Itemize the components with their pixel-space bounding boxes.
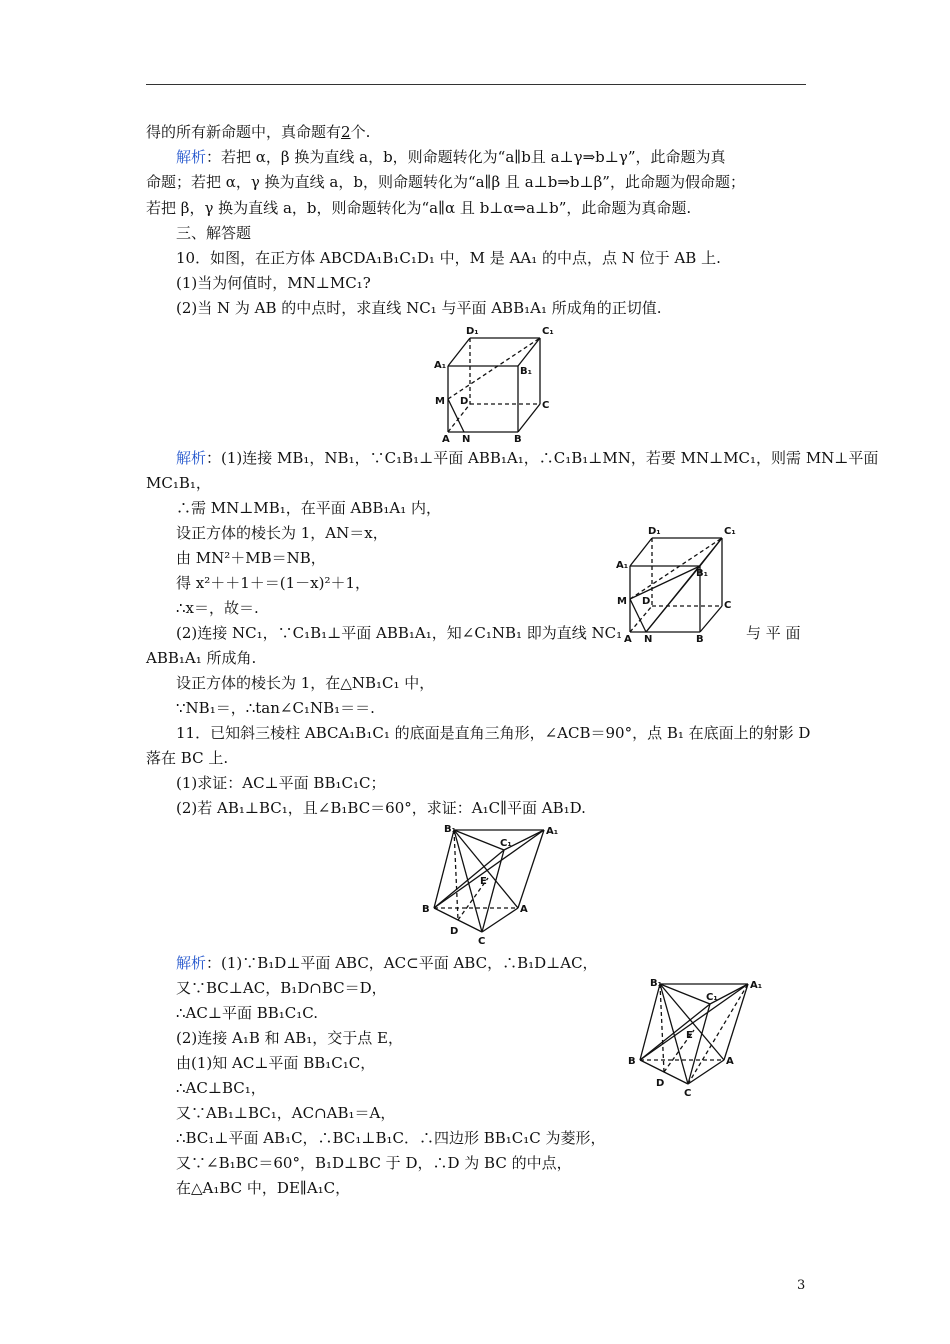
prism-label: B₁ <box>444 824 457 835</box>
prism-figure <box>418 820 568 950</box>
cube-label: C <box>724 600 732 611</box>
text-line: ∴AC⊥平面 BB₁C₁C. <box>176 1004 318 1022</box>
cube-label: A₁ <box>434 360 447 371</box>
text-line: (2)连接 A₁B 和 AB₁，交于点 E， <box>176 1029 404 1047</box>
prism-label: A₁ <box>750 980 763 991</box>
text-line: (2)当 N 为 AB 的中点时，求直线 NC₁ 与平面 ABB₁A₁ 所成角的正切值. <box>176 299 662 317</box>
text-line: 若把 β，γ 换为直线 a，b，则命题转化为“a∥α 且 b⊥α⇒a⊥b”，此命题为真命题. <box>146 199 692 217</box>
prism-label: D <box>656 1078 665 1089</box>
prism-label: B <box>628 1056 636 1067</box>
text-line: ∵NB₁＝，∴tan∠C₁NB₁＝＝. <box>176 699 375 717</box>
text-line: ∴x＝，故＝. <box>176 599 259 617</box>
cube-label: D <box>642 596 651 607</box>
cube-label: B <box>514 434 522 445</box>
cube-label: A₁ <box>616 560 629 571</box>
cube-label: D₁ <box>648 526 661 537</box>
prism-label: E <box>480 876 487 887</box>
section-heading: 三、解答题 <box>176 224 252 242</box>
cube-label: B₁ <box>520 366 533 377</box>
cube-label: B₁ <box>696 568 709 579</box>
prism-figure-solution <box>620 972 770 1102</box>
cube-label: N <box>644 634 653 645</box>
prism-label: A₁ <box>546 826 559 837</box>
text-line: 得的所有新命题中，真命题有2个. <box>146 123 371 141</box>
text-line: 命题；若把 α，γ 换为直线 a，b，则命题转化为“a∥β 且 a⊥b⇒b⊥β”，此命题为假命题； <box>146 173 745 191</box>
prism-label: B₁ <box>650 978 663 989</box>
cube-label: C₁ <box>724 526 736 537</box>
text-line: 又∵BC⊥AC，B₁D∩BC＝D， <box>176 979 387 997</box>
page-number: 3 <box>797 1278 806 1293</box>
answer-number: 2 <box>341 123 351 141</box>
text-line: ∴BC₁⊥平面 AB₁C，∴BC₁⊥B₁C．∴四边形 BB₁C₁C 为菱形， <box>176 1129 606 1147</box>
text-line: 与 平 面 <box>746 624 801 642</box>
cube-label: D₁ <box>466 326 479 337</box>
text-line: 在△A₁BC 中，DE∥A₁C， <box>176 1179 351 1197</box>
cube-label: M <box>617 596 627 607</box>
cube-figure <box>430 322 560 446</box>
prism-label: D <box>450 926 459 937</box>
analysis-label: 解析 <box>176 954 207 972</box>
text-line: 又∵AB₁⊥BC₁，AC∩AB₁＝A， <box>176 1104 396 1122</box>
cube-label: B <box>696 634 704 645</box>
analysis-label: 解析 <box>176 148 207 166</box>
prism-label: E <box>686 1030 693 1041</box>
cube-label: A <box>624 634 632 645</box>
text-line: ∴需 MN⊥MB₁，在平面 ABB₁A₁ 内， <box>176 499 442 517</box>
text-line: 设正方体的棱长为 1，在△NB₁C₁ 中， <box>176 674 435 692</box>
analysis-label: 解析 <box>176 449 207 467</box>
cube-label: N <box>462 434 471 445</box>
text-line: (2)连接 NC₁，∵C₁B₁⊥平面 ABB₁A₁，知∠C₁NB₁ 即为直线 NC₁ <box>176 624 623 642</box>
text-line: 落在 BC 上. <box>146 749 229 767</box>
text-line: (1)当为何值时，MN⊥MC₁? <box>176 274 371 292</box>
question-11: 11．已知斜三棱柱 ABCA₁B₁C₁ 的底面是直角三角形，∠ACB＝90°，点 B₁ 在底面上的射影 D <box>176 724 811 742</box>
cube-label: M <box>435 396 445 407</box>
cube-label: C₁ <box>542 326 554 337</box>
text-line: 又∵∠B₁BC＝60°，B₁D⊥BC 于 D，∴D 为 BC 的中点， <box>176 1154 572 1172</box>
text-line: ∴AC⊥BC₁， <box>176 1079 266 1097</box>
text-line: (1)求证：AC⊥平面 BB₁C₁C； <box>176 774 386 792</box>
text-line: 得 x²＋＋1＋＝(1－x)²＋1， <box>176 574 371 592</box>
cube-label: A <box>442 434 450 445</box>
cube-label: C <box>542 400 550 411</box>
text-line: (2)若 AB₁⊥BC₁，且∠B₁BC＝60°，求证：A₁C∥平面 AB₁D. <box>176 799 586 817</box>
text-line: ABB₁A₁ 所成角. <box>146 649 257 667</box>
prism-label: B <box>422 904 430 915</box>
cube-label: D <box>460 396 469 407</box>
text-line: 解析：(1)连接 MB₁，NB₁，∵C₁B₁⊥平面 ABB₁A₁，∴C₁B₁⊥MN，若要 MN⊥MC₁，则需 MN⊥平面 <box>176 449 879 467</box>
prism-label: C₁ <box>706 992 718 1003</box>
text-line: 由(1)知 AC⊥平面 BB₁C₁C， <box>176 1054 376 1072</box>
text-line: 解析：(1)∵B₁D⊥平面 ABC，AC⊂平面 ABC，∴B₁D⊥AC， <box>176 954 598 972</box>
prism-label: A <box>726 1056 734 1067</box>
question-10: 10．如图，在正方体 ABCDA₁B₁C₁D₁ 中，M 是 AA₁ 的中点，点 N 位于 AB 上. <box>176 249 721 267</box>
prism-label: A <box>520 904 528 915</box>
prism-label: C₁ <box>500 838 512 849</box>
text-line: 设正方体的棱长为 1，AN＝x， <box>176 524 388 542</box>
text-line: 解析：若把 α，β 换为直线 a，b，则命题转化为“a∥b且 a⊥γ⇒b⊥γ”，此命题为真 <box>176 148 726 166</box>
text-line: MC₁B₁， <box>146 474 211 492</box>
text-line: 由 MN²＋MB＝NB， <box>176 549 326 567</box>
header-rule <box>146 84 806 85</box>
cube-figure-solution <box>610 520 740 646</box>
prism-label: C <box>478 936 486 947</box>
prism-label: C <box>684 1088 692 1099</box>
